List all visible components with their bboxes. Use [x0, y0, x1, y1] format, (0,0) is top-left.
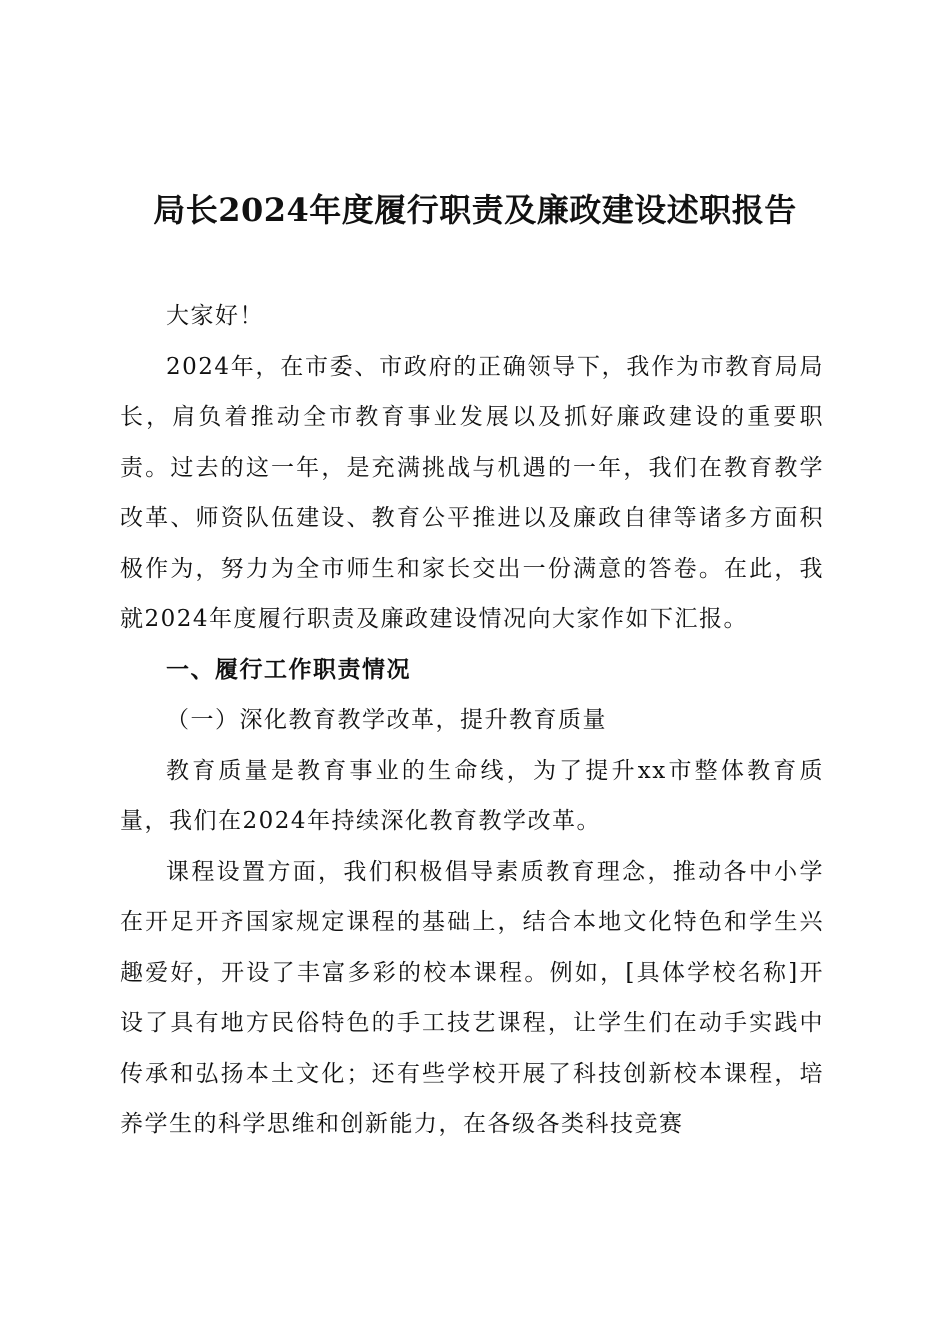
paragraph-curriculum: 课程设置方面，我们积极倡导素质教育理念，推动各中小学在开足开齐国家规定课程的基础上，结合本地文化特色和学生兴趣爱好，开设了丰富多彩的校本课程。例如，[具体学校名称]开设了具有地方民俗特色的手工技艺课程，让学生们在动手实践中传承和弘扬本土文化；还有些学校开展了科技创新校本课程，培养学生的科学思维和创新能力，在各级各类科技竞赛 [120, 858, 824, 1137]
subsection-heading: （一）深化教育教学改革，提升教育质量 [166, 707, 607, 733]
paragraph-intro: 2024年，在市委、市政府的正确领导下，我作为市教育局局长，肩负着推动全市教育事业发展以及抓好廉政建设的重要职责。过去的这一年，是充满挑战与机遇的一年，我们在教育教学改革、师资队伍建设、教育公平推进以及廉政自律等诸多方面积极作为，努力为全市师生和家长交出一份满意的答卷。在此，我就2024年度履行职责及廉政建设情况向大家作如下汇报。 [120, 353, 824, 632]
section-heading: 一、履行工作职责情况 [166, 656, 411, 683]
document-body [120, 291, 824, 1150]
paragraph-greeting: 大家好！ [166, 303, 264, 329]
paragraph-quality: 教育质量是教育事业的生命线，为了提升xx市整体教育质量，我们在2024年持续深化教育教学改革。 [120, 757, 824, 834]
document-title: 局长2024年度履行职责及廉政建设述职报告 [153, 191, 797, 229]
